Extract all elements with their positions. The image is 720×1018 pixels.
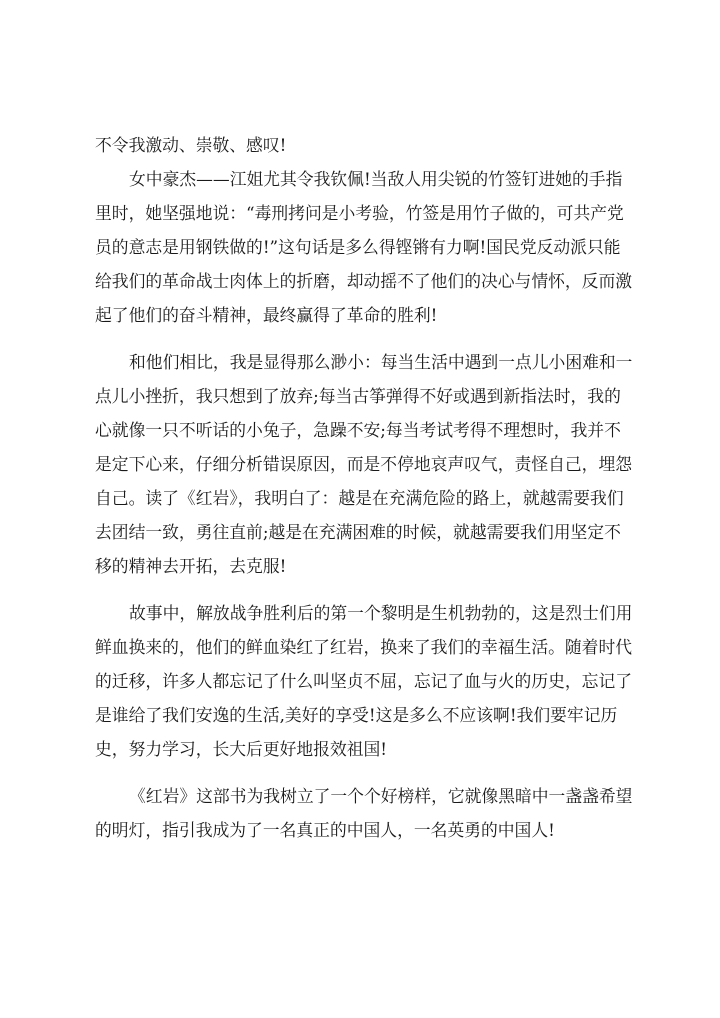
paragraph-line: 史，努力学习，长大后更好地报效祖国! [95, 739, 388, 759]
paragraph-line: 是谁给了我们安逸的生活,美好的享受!这是多么不应该啊!我们要牢记历 [95, 705, 618, 725]
paragraph-line: 里时，她坚强地说：“毒刑拷问是小考验，竹签是用竹子做的，可共产党 [95, 203, 624, 223]
paragraph-line: 起了他们的奋斗精神，最终赢得了革命的胜利! [95, 305, 438, 325]
paragraph-line: 自己。读了《红岩》，我明白了：越是在充满危险的路上，就越需要我们 [95, 488, 624, 508]
paragraph-line: 女中豪杰——江姐尤其令我钦佩!当敌人用尖锐的竹签钉进她的手指 [129, 169, 623, 189]
paragraph-line: 故事中，解放战争胜利后的第一个黎明是生机勃勃的，这是烈士们用 [129, 603, 633, 623]
paragraph-line: 心就像一只不听话的小兔子，急躁不安;每当考试考得不理想时，我并不 [95, 420, 621, 440]
paragraph-line: 《红岩》这部书为我树立了一个个好榜样，它就像黑暗中一盏盏希望 [129, 786, 633, 806]
paragraph-line: 不令我激动、崇敬、感叹! [95, 135, 287, 155]
paragraph-line: 点儿小挫折，我只想到了放弃;每当古筝弹得不好或遇到新指法时，我的 [95, 386, 621, 406]
paragraph-line: 去团结一致，勇往直前;越是在充满困难的时候，就越需要我们用坚定不 [95, 522, 621, 542]
paragraph-line: 是定下心来，仔细分析错误原因，而是不停地哀声叹气，责怪自己，埋怨 [95, 454, 633, 474]
paragraph-line: 员的意志是用钢铁做的!”这句话是多么得铿锵有力啊!国民党反动派只能 [95, 237, 621, 257]
paragraph-line: 给我们的革命战士肉体上的折磨，却动摇不了他们的决心与情怀，反而激 [95, 271, 633, 291]
paragraph-line: 的迁移，许多人都忘记了什么叫坚贞不屈，忘记了血与火的历史，忘记了 [95, 671, 633, 691]
paragraph-line: 鲜血换来的，他们的鲜血染红了红岩，换来了我们的幸福生活。随着时代 [95, 637, 633, 657]
paragraph-line: 移的精神去开拓，去克服! [95, 556, 287, 576]
paragraph-line: 和他们相比，我是显得那么渺小：每当生活中遇到一点儿小困难和一 [129, 352, 633, 372]
paragraph-line: 的明灯，指引我成为了一名真正的中国人，一名英勇的中国人! [95, 820, 555, 840]
